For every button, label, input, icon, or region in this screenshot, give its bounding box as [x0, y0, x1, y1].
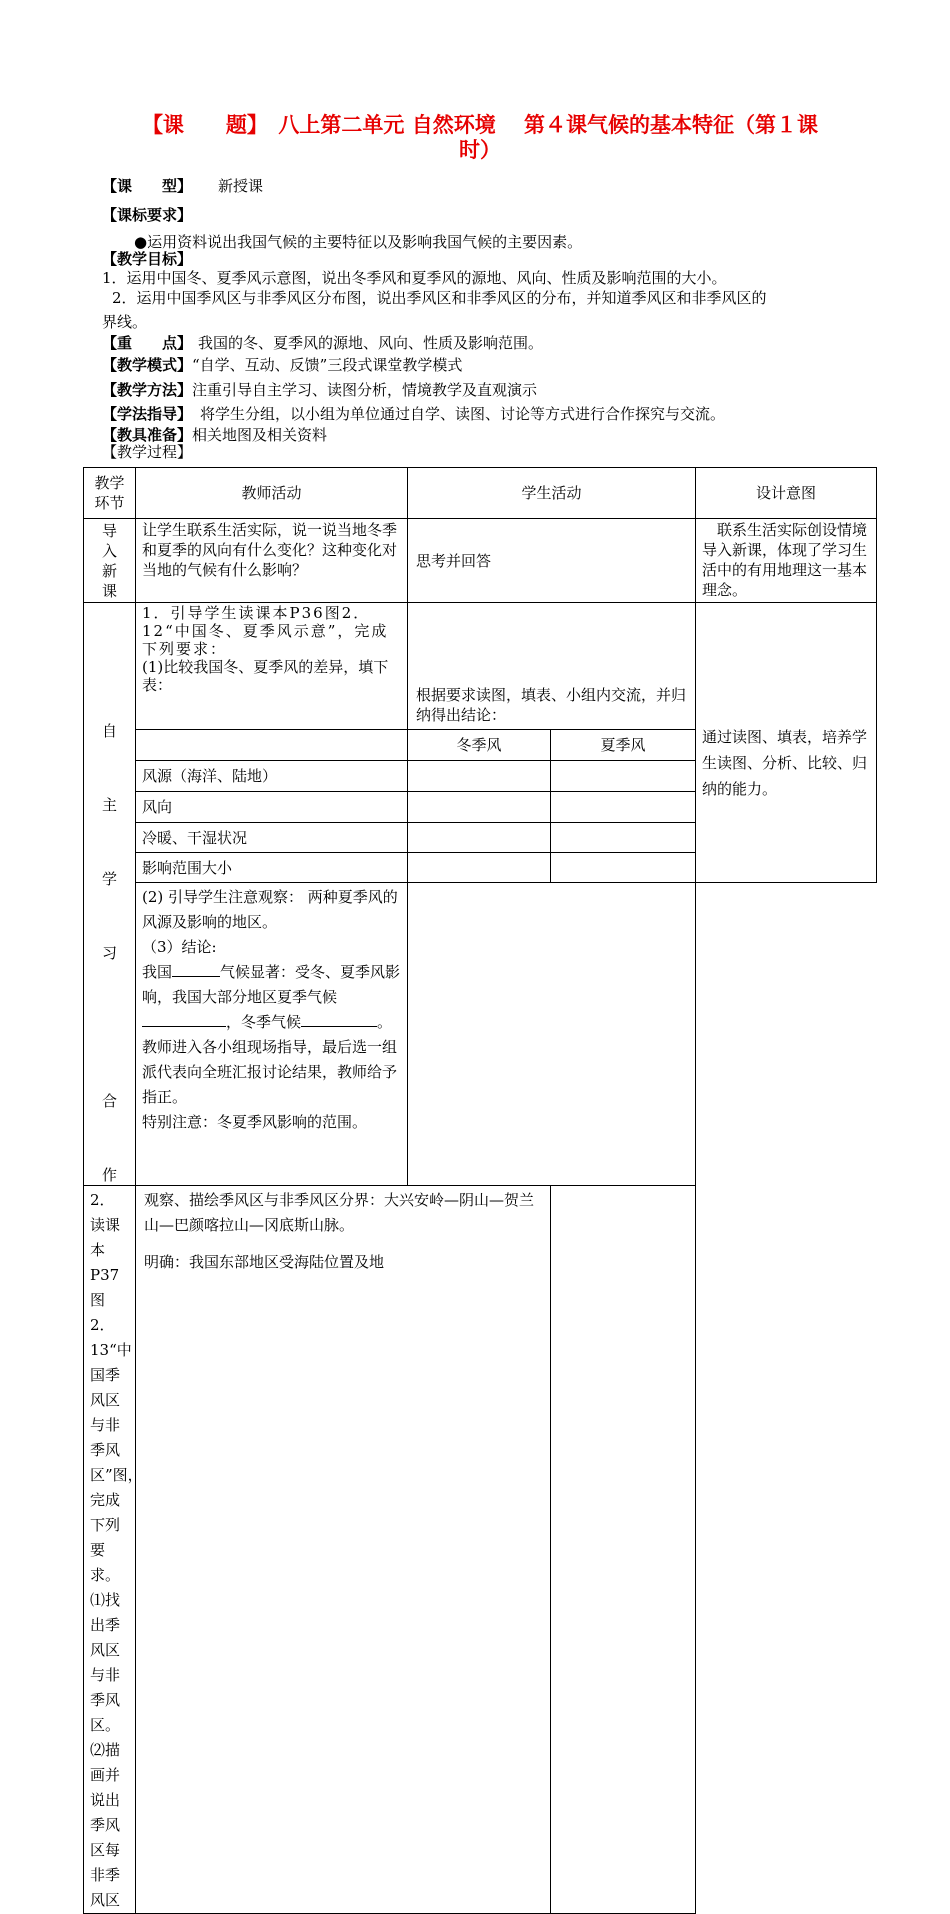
self-student-2 — [408, 883, 696, 1186]
lesson-type — [102, 177, 263, 196]
header-teacher: 教师活动 — [136, 468, 408, 519]
compare-cell-winter[interactable] — [408, 823, 551, 853]
table-row — [84, 603, 877, 730]
compare-row-nature: 冷暖、干湿状况 — [136, 823, 408, 853]
compare-row-range: 影响范围大小 — [136, 853, 408, 883]
compare-header-winter: 冬季风 — [408, 729, 551, 760]
title-line-2: 时） — [459, 137, 501, 162]
key-point: 【重 点】 我国的冬、夏季风的源地、风向、性质及影响范围。 — [102, 334, 544, 352]
study-guide: 【学法指导】 将学生分组，以小组为单位通过自学、读图、讨论等方式进行合作探究与交流。 — [102, 405, 726, 423]
lesson-type-value: 新授课 — [218, 177, 264, 195]
compare-header-blank — [136, 729, 408, 760]
self-teacher-1: 1．引导学生读课本P36图2．12“中国冬、夏季风示意”，完成下列要求： (1)比较我国冬、夏季风的差异，填下表： — [136, 603, 408, 730]
table-row — [84, 519, 877, 603]
compare-cell-summer[interactable] — [551, 823, 696, 853]
blank-winter[interactable] — [301, 1012, 377, 1027]
coop-student: 观察、描绘季风区与非季风区分界：大兴安岭—阴山—贺兰山—巴颜喀拉山—冈底斯山脉。 明确：我国东部地区受海陆位置及地 — [136, 1186, 551, 1914]
conclusion-blanks: 我国 气候显著：受冬、夏季风影响，我国大部分地区夏季气候，冬季气候 。 — [142, 963, 401, 1032]
header-intent: 设计意图 — [696, 468, 877, 519]
teaching-mode: 【教学模式】“自学、互动、反馈”三段式课堂教学模式 — [102, 356, 463, 374]
goal-2a: 2．运用中国季风区与非季风区分布图，说出季风区和非季风区的分布，并知道季风区和非季风区的 — [112, 289, 767, 307]
compare-row-direction: 风向 — [136, 792, 408, 823]
blank-summer[interactable] — [142, 1012, 226, 1027]
self-teacher-2: (2) 引导学生注意观察： 两种夏季风的风源及影响的地区。 （3）结论: 我国 气候显著：受冬、夏季风影响，我国大部分地区夏季气候，冬季气候 。 教师进入各小组现场指导，最后选一组派代表向全班汇报讨论结果，教师给予指正。 特别注意：冬夏季风影响的范围。 — [136, 883, 408, 1186]
title-line-1: 【课 题】 八上第二单元 自然环境 第４课气候的基本特征（第１课 — [141, 112, 819, 137]
compare-cell-summer[interactable] — [551, 761, 696, 792]
header-student: 学生活动 — [408, 468, 696, 519]
coop-intent — [551, 1186, 696, 1914]
header-stage: 教学 环节 — [84, 468, 136, 519]
goal-2b: 界线。 — [102, 313, 148, 331]
table-row — [84, 883, 877, 1186]
intro-intent: 联系生活实际创设情境导入新课，体现了学习生活中的有用地理这一基本理念。 — [696, 519, 877, 603]
page-title — [100, 112, 860, 162]
compare-cell-summer[interactable] — [551, 853, 696, 883]
goal-1: 1．运用中国冬、夏季风示意图，说出冬季风和夏季风的源地、风向、性质及影响范围的大小。 — [102, 269, 727, 287]
standard-label: 【课标要求】 — [102, 206, 193, 224]
stage-self-study: 自 主 学 习 合 作 — [84, 603, 136, 1186]
compare-cell-winter[interactable] — [408, 853, 551, 883]
blank-climate[interactable] — [172, 962, 220, 977]
compare-row-source: 风源（海洋、陆地） — [136, 761, 408, 792]
intro-student: 思考并回答 — [408, 519, 696, 603]
process-table — [83, 467, 877, 1914]
stage-intro: 导 入 新 课 — [84, 519, 136, 603]
self-intent: 通过读图、填表，培养学生读图、分析、比较、归纳的能力。 — [696, 603, 877, 883]
process-label: 【教学过程】 — [102, 443, 193, 461]
teaching-tools: 【教具准备】相关地图及相关资料 — [102, 426, 328, 444]
self-student-1: 根据要求读图，填表、小组内交流，并归纳得出结论： — [408, 603, 696, 730]
teaching-method: 【教学方法】注重引导自主学习、读图分析，情境教学及直观演示 — [102, 381, 538, 399]
standard-value: ●运用资料说出我国气候的主要特征以及影响我国气候的主要因素。 — [134, 233, 583, 251]
compare-cell-winter[interactable] — [408, 792, 551, 823]
coop-teacher: 2．读课本P37图2．13“中国季风区与非季风区”图，完成下列要求。 ⑴找出季风区与非季风区。 ⑵描画并说出季风区每非季风区 — [84, 1186, 136, 1914]
compare-header-summer: 夏季风 — [551, 729, 696, 760]
goals-label: 【教学目标】 — [102, 250, 193, 268]
table-header-row — [84, 468, 877, 519]
intro-teacher: 让学生联系生活实际，说一说当地冬季和夏季的风向有什么变化？这种变化对当地的气候有什么影响？ — [136, 519, 408, 603]
lesson-type-label: 【课 型】 — [102, 177, 193, 195]
compare-cell-winter[interactable] — [408, 761, 551, 792]
table-row — [84, 1186, 877, 1914]
compare-cell-summer[interactable] — [551, 792, 696, 823]
